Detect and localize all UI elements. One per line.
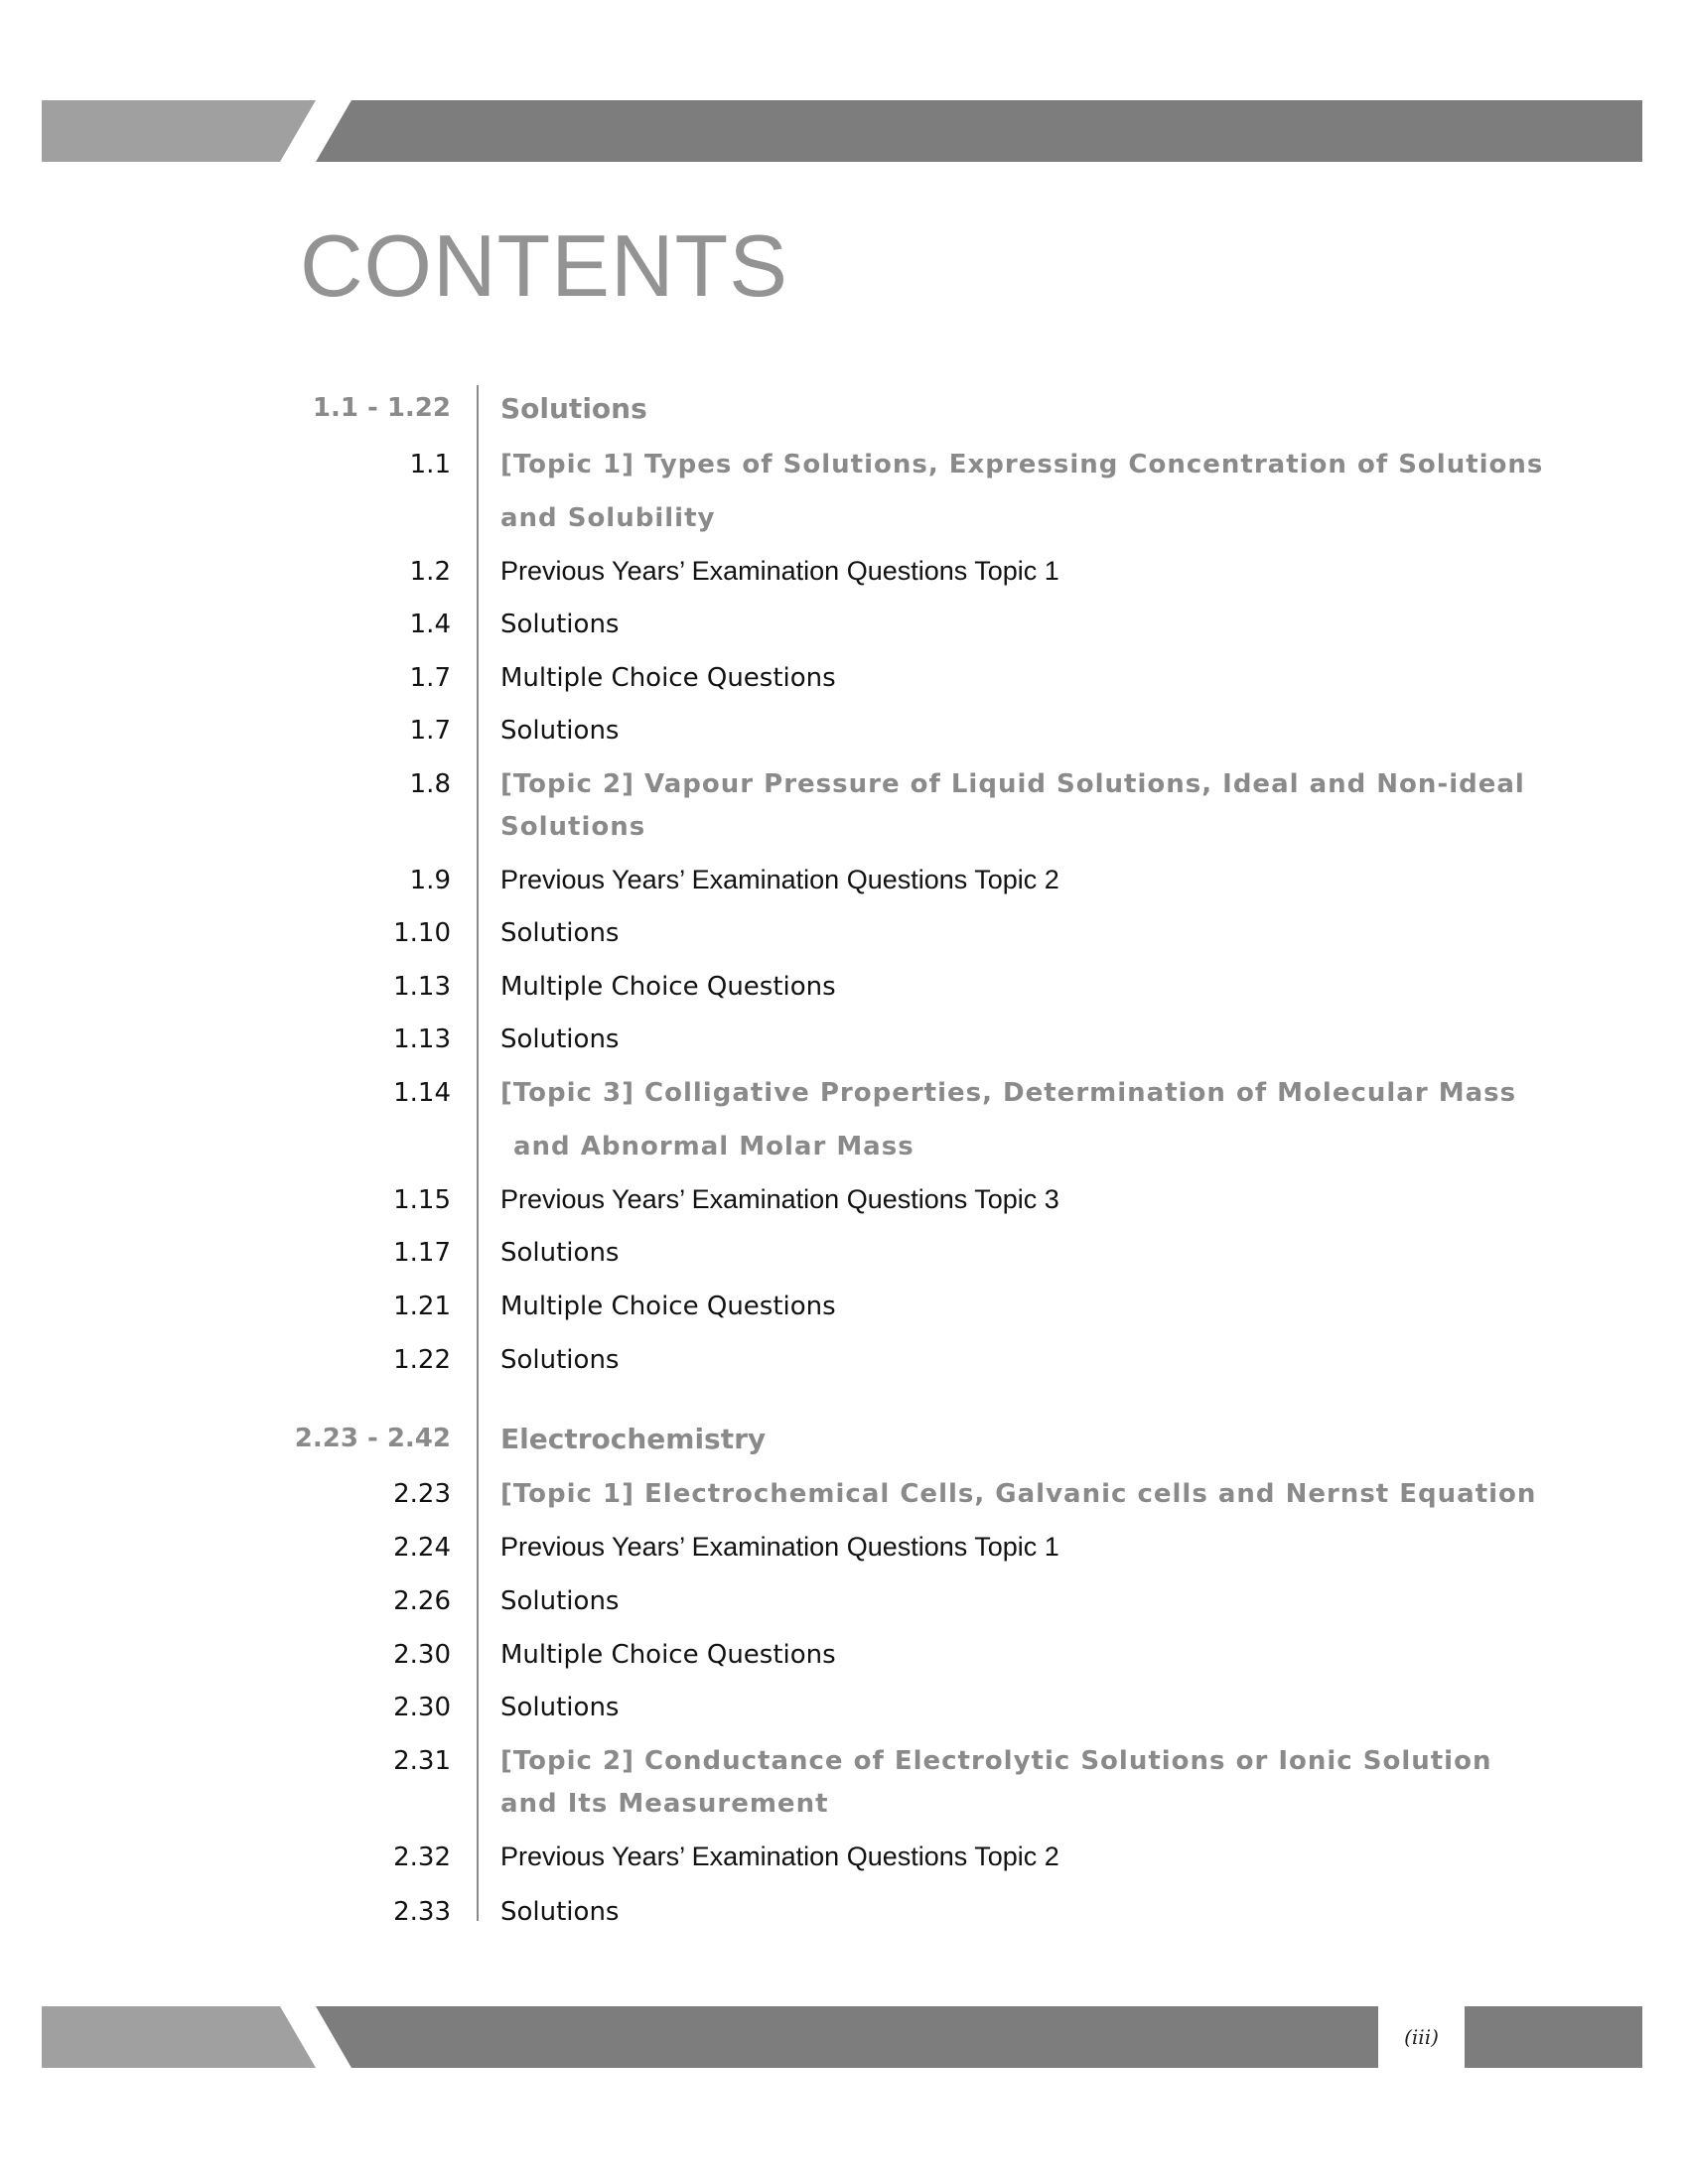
toc-page-number: 2.23 — [393, 1479, 451, 1509]
toc-topic-title: [Topic 3] Colligative Properties, Determination of Molecular Mass — [500, 1078, 1517, 1108]
toc-entry: Solutions — [500, 610, 620, 639]
toc-entry: Solutions — [500, 1345, 620, 1375]
toc-page-number: 1.21 — [393, 1292, 451, 1321]
toc-page-number: 1.9 — [409, 866, 451, 895]
toc-entry: Multiple Choice Questions — [500, 1640, 836, 1670]
toc-topic-title: [Topic 1] Types of Solutions, Expressing Concentration of Solutions — [500, 450, 1544, 479]
toc-page-number: 1.10 — [393, 918, 451, 948]
toc-page-number: 2.24 — [393, 1533, 451, 1563]
toc-entry: Solutions — [500, 716, 620, 746]
toc-page-number: 1.2 — [409, 557, 451, 587]
toc-entry: Solutions — [500, 1586, 620, 1616]
toc-entry: Solutions — [500, 1897, 620, 1927]
page-number: (iii) — [1378, 2006, 1465, 2068]
toc-page-number: 1.4 — [409, 610, 451, 639]
toc-topic-title: and Abnormal Molar Mass — [513, 1132, 914, 1161]
toc-entry: Previous Years’ Examination Questions Topic 2 — [500, 865, 1059, 894]
toc-page-number: 1.7 — [409, 663, 451, 693]
toc-topic-title: and Solubility — [500, 503, 716, 533]
toc-entry: Solutions — [500, 1024, 620, 1054]
toc-entry: Solutions — [500, 1238, 620, 1268]
toc-topic-title: Solutions — [500, 812, 646, 842]
toc-topic-title: and Its Measurement — [500, 1789, 829, 1819]
toc-entry: Solutions — [500, 1693, 620, 1722]
toc-page-number: 1.7 — [409, 716, 451, 746]
toc-page-number: 2.31 — [393, 1746, 451, 1776]
toc-page-number: 1.14 — [393, 1078, 451, 1108]
toc-page-number: 2.26 — [393, 1586, 451, 1616]
toc-topic-title: [Topic 1] Electrochemical Cells, Galvanic cells and Nernst Equation — [500, 1479, 1537, 1509]
toc-entry: Multiple Choice Questions — [500, 1292, 836, 1321]
toc-page-number: 1.13 — [393, 1024, 451, 1054]
chapter-page-range: 1.1 - 1.22 — [312, 393, 451, 423]
column-divider — [477, 385, 479, 1921]
toc-entry: Previous Years’ Examination Questions Topic 1 — [500, 1532, 1059, 1562]
toc-topic-title: [Topic 2] Conductance of Electrolytic Solutions or Ionic Solution — [500, 1746, 1492, 1776]
toc-entry: Previous Years’ Examination Questions Topic 2 — [500, 1842, 1059, 1871]
toc-entry: Multiple Choice Questions — [500, 972, 836, 1002]
toc-page-number: 1.13 — [393, 972, 451, 1002]
page-title: CONTENTS — [300, 216, 788, 315]
toc-topic-title: [Topic 2] Vapour Pressure of Liquid Solutions, Ideal and Non-ideal — [500, 769, 1525, 799]
toc-entry: Previous Years’ Examination Questions Topic 1 — [500, 556, 1059, 586]
toc-page-number: 2.32 — [393, 1843, 451, 1872]
toc-page-number: 1.22 — [393, 1345, 451, 1375]
toc-entry: Previous Years’ Examination Questions Topic 3 — [500, 1184, 1059, 1214]
chapter-title: Electrochemistry — [500, 1423, 767, 1455]
toc-page-number: 1.15 — [393, 1185, 451, 1215]
toc-page-number: 1.1 — [409, 450, 451, 479]
toc-page-number: 2.30 — [393, 1693, 451, 1722]
toc-entry: Solutions — [500, 918, 620, 948]
toc-page-number: 2.30 — [393, 1640, 451, 1670]
toc-page-number: 1.8 — [409, 769, 451, 799]
header-band — [42, 100, 1642, 162]
chapter-title: Solutions — [500, 392, 647, 425]
toc-entry: Multiple Choice Questions — [500, 663, 836, 693]
chapter-page-range: 2.23 - 2.42 — [294, 1424, 451, 1453]
toc-page-number: 1.17 — [393, 1238, 451, 1268]
toc-page-number: 2.33 — [393, 1897, 451, 1927]
